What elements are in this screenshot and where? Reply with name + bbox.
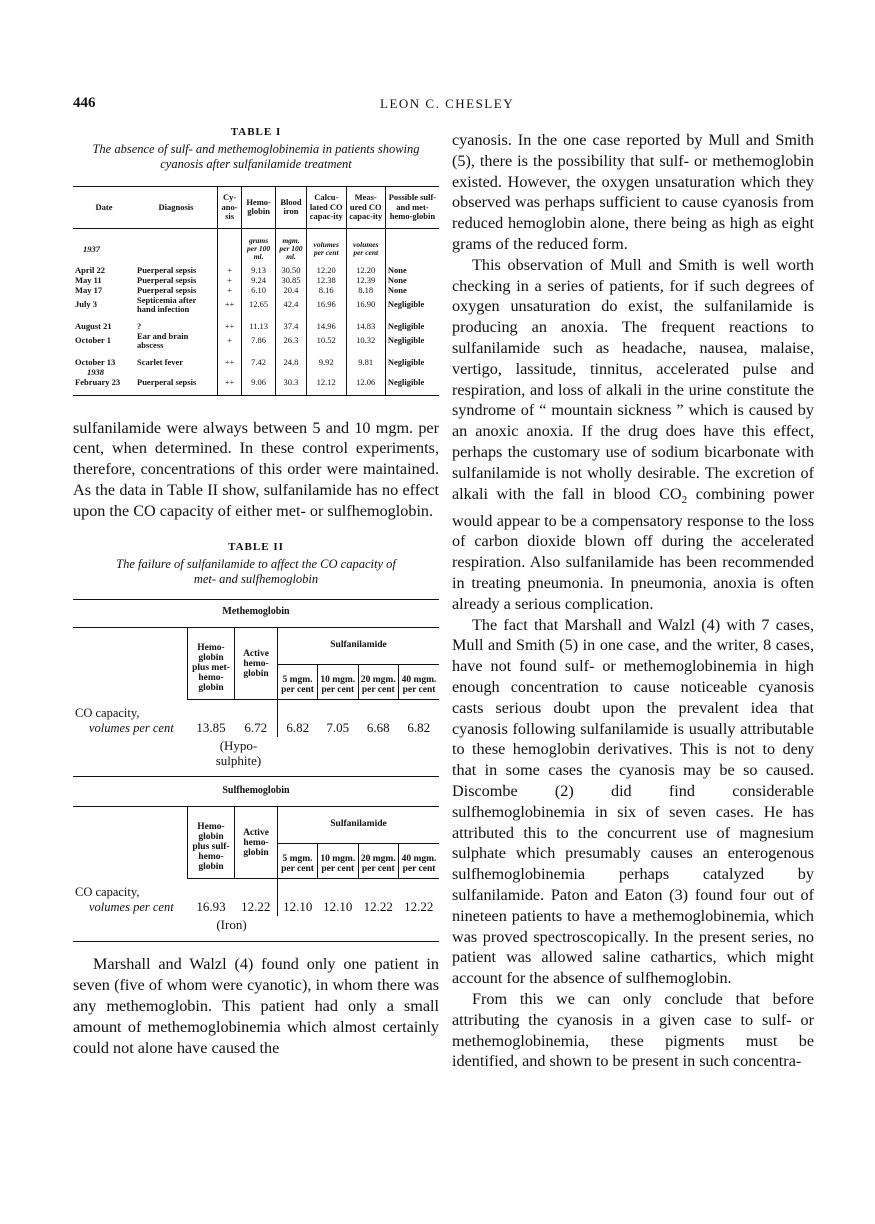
met-sub-2: 20 mgm. per cent [358,665,399,700]
table1-cell: 1938 [87,366,104,377]
table1-row [73,377,439,396]
table1-cell: ++ [218,316,242,331]
table1-cell: 10.52 [306,331,346,352]
table1-cell: Scarlet fever [137,356,184,367]
running-title: LEON C. CHESLEY [380,96,515,111]
right-text-p3: The fact that Marshall and Walzl (4) with 7 cases, Mull and Smith (5) in one case, and the writer, 8 cases, have not found sulf- or methemoglobinemia in high enough concentration to cause noticeable cyanosis casts serious doubt upon the prevalent idea that cyanosis following sulfanilamide is usually attributable to these hemoglobin derivatives. This is not to deny that in some cases the cyanosis may be so caused. Discombe (2) did find considerable sulfhemoglobinemia in six of seven cases. He has attributed this to the concurrent use of magnesium sulphate which presumably causes an enterogenous sulfhemoglobinemia perhaps catalyzed by sulfanilamide. Paton and Eaton (3) found four out of nineteen patients to have a methemoglobinemia, which was proved spectroscopically. In the present series, no patient was allowed saline cathartics, which might account for the absence of sulfhemoglobin. [452,615,814,988]
table1-cell: Puerperal sepsis [137,376,197,387]
page-number: 446 [73,95,96,111]
right-text-p2: This observation of Mull and Smith is well worth checking in a series of patients, for if such degrees of oxygen unsaturation do exist, the sulfanilamide is producing an anoxia. The frequent reactions to sulfanilamide such as headache, nausea, malaise, vertigo, lassitude, tinnitus, accelerated pulse and respiration, and loss of alkali in the urine constitute the syndrome of “ mountain sickness ” which is caused by an anoxic anoxia. If the drug does have this effect, perhaps the customary use of sodium bicarbonate with sulfanilamide is not wholly desirable. The excretion of alkali with the fall in blood $CO_2$ combining power would appear to be a compensatory response to the loss of carbon dioxide blown off during the accelerated respiration. Also sulfanilamide has been recommended in treating pneumonia. In pneumonia, anoxia is often already a serious complication. [452,255,814,613]
table1-cell: 42.4 [276,295,307,316]
sulf-sub-1: 10 mgm. per cent [318,844,359,879]
table1-cell: 8.18 [346,285,385,295]
sulf-col2: Active hemo-globin [235,807,278,879]
sulf-val-5: 12.22 [404,899,434,915]
table1-cell [385,367,439,377]
table1-cell: 9.13 [242,265,276,275]
sulf-val-4: 12.22 [363,899,393,915]
table1-cell: 6.10 [242,285,276,295]
table1-cell: October 13 [75,356,116,367]
table1-row [73,275,439,285]
table1-units-row [73,228,439,265]
sulf-note: (Iron) [188,916,278,942]
table1-cell: 12.20 [346,265,385,275]
met-col1: Hemo-globin plus met-hemo-globin [188,628,235,700]
right-text-p1: cyanosis. In the one case reported by Mull and Smith (5), there is the possibility that sulf- or methemoglobin existed. However, the oxygen unsaturation which they observed was perhaps sufficient to cause cyanosis from reduced hemoglobin alone, there being as high as eight grams of the reduced form. [452,131,814,253]
table1-cell: Puerperal sepsis [137,264,197,275]
left-paragraph-2 [73,954,439,1058]
table1-unit-6: volumes per cent [346,228,385,265]
table1-cell: Negligible [385,352,439,367]
table1-cell: Puerperal sepsis [137,284,197,295]
table1-cell: 9.92 [306,352,346,367]
table1-cell: Negligible [385,377,439,396]
table1-row [73,352,439,367]
table1-cell: ++ [218,295,242,316]
table1-subtitle: The absence of sulf- and methemoglobinemia in patients showing cyanosis after sulfanilamide treatment [92,142,420,171]
sulf-val-1: 12.22 [241,899,271,915]
sulf-val-0: 16.93 [196,899,226,915]
table1-cell: 14.96 [306,316,346,331]
table1-cell [346,367,385,377]
table1-cell: 12.65 [242,295,276,316]
table1-cell: 30.3 [276,377,307,396]
table1-cell [242,367,276,377]
table1-cell: None [385,275,439,285]
table1-cell: ? [137,320,142,331]
table1-cell: 9.24 [242,275,276,285]
table1-cell: 7.42 [242,352,276,367]
table1-cell: 16.96 [306,295,346,316]
table1-cell: 37.4 [276,316,307,331]
left-text-p1: sulfanilamide were always between 5 and 10 mgm. per cent, when determined. In these control experiments, therefore, concentrations of this order were maintained. As the data in Table II show, sulfanilamide has no effect upon the CO capacity of either met- or sulfhemoglobin. [73,418,439,520]
met-val-0: 13.85 [196,720,226,736]
left-column [73,126,439,1058]
met-sub-3: 40 mgm. per cent [399,665,439,700]
table1-cell: 10.32 [346,331,385,352]
table1-cell: October 1 [75,335,111,345]
table1-row [73,331,439,352]
table1-cell [306,367,346,377]
table2-methemoglobin [73,599,439,942]
table1-header-row [73,187,439,229]
sulf-sub-2: 20 mgm. per cent [358,844,399,879]
table1-header-7: Possible sulf- and met-hemo-globin [385,187,439,229]
table1-cell: 12.12 [306,377,346,396]
table1-cell: Negligible [385,295,439,316]
table1-cell: 16.90 [346,295,385,316]
table1-cell: + [218,331,242,352]
table1-cell: + [218,275,242,285]
table1-unit-3: grams per 100 ml. [242,228,276,265]
table1 [73,186,439,396]
table1-cell [276,367,307,377]
table1-row [73,367,439,377]
table1-header-6: Meas-ured CO capac-ity [346,187,385,229]
met-val-5: 6.82 [407,720,431,736]
table1-cell: 8.16 [306,285,346,295]
table1-cell: May 17 [75,284,103,295]
table1-cell: 14.83 [346,316,385,331]
table1-cell: ++ [218,352,242,367]
table1-cell: ++ [218,377,242,396]
table1-unit-0: 1937 [83,243,100,254]
table1-cell: 9.81 [346,352,385,367]
table1-cell: Ear and brain abscess [137,330,189,350]
table2-subtitle: The failure of sulfanilamide to affect the CO capacity of met- and sulfhemoglobin [116,557,396,587]
left-text-p2: Marshall and Walzl (4) found only one patient in seven (five of whom were cyanotic), in whom there was any methemoglobin. This patient had only a small amount of methemoglobinemia which almost certainly could not alone have caused the [73,955,439,1057]
sulf-group: Sulfanilamide [278,807,440,844]
table1-cell: None [385,265,439,275]
table1-cell: 30.85 [276,275,307,285]
table1-cell: July 3 [75,299,97,309]
table1-row [73,295,439,316]
table1-header-5: Calcu-lated CO capac-ity [306,187,346,229]
table1-cell: 11.13 [242,316,276,331]
table1-cell: 12.06 [346,377,385,396]
table1-cell [135,367,218,377]
met-row-label: CO capacity, volumes per cent [75,706,174,736]
table1-cell: 20.4 [276,285,307,295]
table1-header-0: Date [73,187,135,229]
table1-row [73,285,439,295]
table1-cell: Septicemia after hand infection [137,294,197,314]
table1-cell: + [218,265,242,275]
table1-unit-2 [218,228,242,265]
table1-cell: February 23 [75,376,121,387]
sulf-title: Sulfhemoglobin [73,777,439,807]
table1-cell: 9.06 [242,377,276,396]
sulf-row-label: CO capacity, volumes per cent [75,885,174,915]
table1-cell: 12.20 [306,265,346,275]
table1-cell: 30.50 [276,265,307,275]
met-val-2: 6.82 [278,700,318,738]
met-col2: Active hemo-globin [235,628,278,700]
right-column [452,130,814,1072]
met-val-3: 7.05 [326,720,350,736]
left-paragraph-1 [73,418,439,522]
sulf-sub-3: 40 mgm. per cent [399,844,439,879]
table1-header-4: Blood iron [276,187,307,229]
table1-cell: 12.39 [346,275,385,285]
sulf-sub-0: 5 mgm. per cent [278,844,318,879]
table1-cell: 24.8 [276,352,307,367]
met-sub-0: 5 mgm. per cent [278,665,318,700]
met-val-4: 6.68 [366,720,390,736]
table1-row [73,265,439,275]
table1-cell: Puerperal sepsis [137,274,197,285]
sulf-col1: Hemo-globin plus sulf-hemo-globin [188,807,235,879]
table1-cell: April 22 [75,264,105,275]
sulf-val-2: 12.10 [278,879,318,917]
sulf-val-3: 12.10 [323,899,353,915]
right-text-p4: From this we can only conclude that before attributing the cyanosis in a given case to sulf- or methemoglobinemia, these pigments must be identified, and shown to be present in such concentra- [452,989,814,1071]
table1-cell: None [385,285,439,295]
table1-unit-4: mgm. per 100 ml. [276,228,307,265]
table1-cell [218,367,242,377]
table1-header-3: Hemo-globin [242,187,276,229]
table1-cell: May 11 [75,274,102,285]
table1-header-1: Diagnosis [135,187,218,229]
table1-row [73,316,439,331]
met-group: Sulfanilamide [278,628,440,665]
table1-unit-7 [385,228,439,265]
table1-cell: 12.38 [306,275,346,285]
table1-cell: 26.3 [276,331,307,352]
table2-caption: TABLE II [228,541,284,554]
table1-header-2: Cy-ano-sis [218,187,242,229]
table1-cell: 7.86 [242,331,276,352]
table1-caption: TABLE I [230,126,282,138]
table1-cell: August 21 [75,320,112,331]
met-val-1: 6.72 [244,720,268,736]
table1-cell: Negligible [385,331,439,352]
met-title: Methemoglobin [73,600,439,628]
table1-unit-1 [135,228,218,265]
table1-cell: Negligible [385,316,439,331]
table1-unit-5: volumes per cent [306,228,346,265]
met-note: (Hypo-sulphite) [215,738,262,769]
table1-cell: + [218,285,242,295]
met-sub-1: 10 mgm. per cent [318,665,359,700]
